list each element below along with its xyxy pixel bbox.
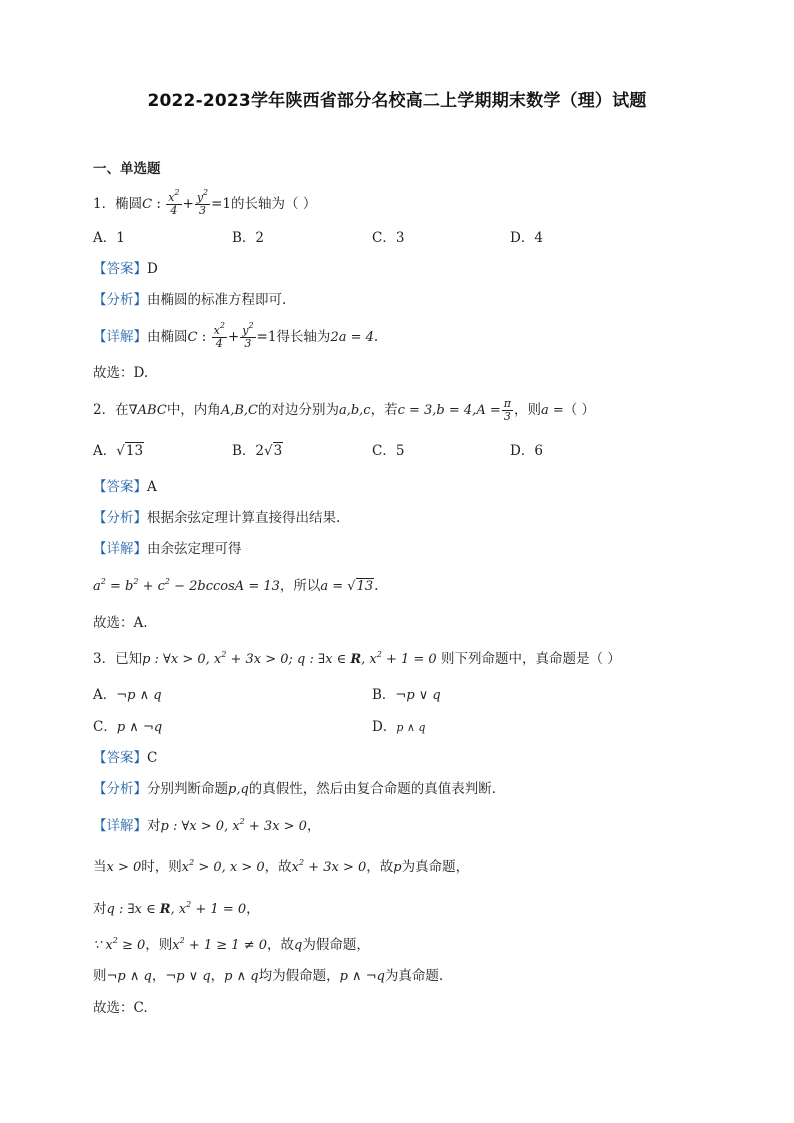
q3-d2-b: 时，则 [141, 859, 182, 875]
analysis-tag: 【分析】 [93, 292, 147, 308]
q2-detail [93, 540, 242, 558]
q3-d4-a: ，则 [145, 937, 173, 953]
q3-detail-line5: 则¬p ∧ q，¬p ∨ q，p ∧ q均为假命题，p ∧ ¬q为真命题. [93, 968, 444, 984]
q3-option-b-label: B． [372, 687, 396, 703]
q2-prefix: 2．在 [93, 402, 129, 418]
q1-option-c: C．3 [372, 230, 405, 246]
q2-option-c: C．5 [372, 443, 405, 459]
q3-option-a: A．¬p ∧ q [93, 687, 162, 703]
q1-option-b: B．2 [232, 230, 265, 246]
q1-option-a: A．1 [93, 230, 125, 246]
question-2: 2．在∇ABC中，内角A,B,C的对边分别为a,b,c，若c = 3,b = 4,A = $\frac{\pi}{3}$ ，则a =（ ） [93, 397, 596, 423]
q2-analysis [93, 509, 340, 527]
q3-suffix: 则下列命题中，真命题是（ ） [440, 651, 621, 667]
q3-conclusion: 故选：C. [93, 1000, 148, 1016]
q2-text4: ，则 [513, 402, 541, 418]
q1-detail-prefix: 由椭圆 [147, 329, 188, 345]
answer-tag: 【答案】 [93, 261, 147, 277]
q2-option-d: D．6 [510, 443, 543, 459]
q3-d5-a: 则 [93, 968, 107, 984]
q1-answer [93, 260, 158, 278]
q2-answer [93, 478, 157, 496]
q3-prefix: 3．已知 [93, 651, 143, 667]
q3-d2-e: 为真命题， [401, 859, 470, 875]
q2-option-b: B．2√3 [232, 443, 283, 459]
q1-option-d: D．4 [510, 230, 543, 246]
q3-d2-a: 当 [93, 859, 107, 875]
analysis-tag: 【分析】 [93, 510, 147, 526]
q2-formula-mid: ，所以 [279, 578, 321, 594]
q2-text3: ，若 [370, 402, 398, 418]
q1-prefix: 1．椭圆 [93, 196, 143, 212]
q2-analysis-text: 根据余弦定理计算直接得出结果. [147, 510, 341, 526]
q3-d4-c: 为假命题， [302, 937, 370, 953]
q3-d5-c: 为真命题. [384, 968, 444, 984]
q1-suffix: 的长轴为（ ） [231, 196, 317, 212]
q2-option-a-label: A． [93, 443, 117, 459]
q1-analysis-text: 由椭圆的标准方程即可. [147, 292, 287, 308]
q2-conclusion: 故选：A. [93, 615, 148, 631]
q3-detail-pre: 对 [147, 818, 161, 834]
q3-option-d: D．p ∧ q [372, 719, 426, 735]
answer-tag: 【答案】 [93, 479, 147, 495]
detail-tag: 【详解】 [93, 818, 147, 834]
page-title: 2022-2023学年陕西省部分名校高二上学期期末数学（理）试题 [147, 91, 647, 111]
answer-tag: 【答案】 [93, 750, 147, 766]
q3-detail-line2: 当x > 0时，则$x^2 > 0$, x > 0，故$x^2 + 3x > 0$，故p为真命题， [93, 858, 470, 875]
detail-tag: 【详解】 [93, 329, 147, 345]
q3-analysis: 【分析】分别判断命题p,q的真假性，然后由复合命题的真值表判断． [93, 781, 506, 797]
q3-d5-b: 均为假命题， [258, 968, 340, 984]
q2-option-b-label: B． [232, 443, 256, 459]
q3-d4-b: ，故 [267, 937, 295, 953]
q3-option-b: B．¬p ∨ q [372, 687, 441, 703]
section-heading: 一、单选题 [93, 161, 161, 177]
q1-detail-suffix: 得长轴为 [276, 329, 331, 345]
q3-answer-value: C [147, 750, 158, 766]
question-3: 3．已知p : ∀x > 0, $x^2 + 3x > 0$; q : ∃x ∈ R, $x^2 + 1 = 0$ 则下列命题中，真命题是（ ） [93, 650, 621, 667]
q3-analysis-post: 的真假性，然后由复合命题的真值表判断． [248, 781, 506, 797]
q2-option-a: A．√13 [93, 443, 144, 459]
q3-detail-line3: 对q : ∃x ∈ R, $x^2 + 1 = 0$， [93, 900, 260, 917]
q2-formula: $a^2 = b^2 + c^2 - 2bccosA = 13$，所以a = √13. [93, 577, 379, 594]
q2-suffix: （ ） [563, 402, 596, 418]
analysis-tag: 【分析】 [93, 781, 147, 797]
q3-option-a-label: A． [93, 687, 117, 703]
q3-answer [93, 749, 157, 767]
q3-detail-line4: ∵ $x^2 \ge 0$，则$x^2 + 1 \ge 1 \ne 0$，故q为假命题， [93, 936, 370, 953]
q1-detail-result: 2a = 4 [330, 330, 374, 345]
q1-analysis [93, 291, 286, 309]
q2-detail-text: 由余弦定理可得 [147, 541, 242, 557]
q1-answer-value: D [147, 261, 158, 277]
q1-detail: 【详解】由椭圆C : $\frac{x^2}{4}$ + $\frac{y^2}{3}$ =1得长轴为2a = 4. [93, 321, 379, 350]
q3-option-c: C．p ∧ ¬q [93, 719, 163, 735]
q2-text2: 的对边分别为 [257, 402, 339, 418]
q3-option-d-label: D． [372, 719, 397, 735]
q2-text1: 中，内角 [166, 402, 221, 418]
q2-answer-value: A [147, 479, 157, 495]
detail-tag: 【详解】 [93, 541, 147, 557]
q3-analysis-pre: 分别判断命题 [147, 781, 228, 797]
q3-option-c-label: C． [93, 719, 117, 735]
question-1: 1．椭圆C : $\frac{x^2}{4}$ + $\frac{y^2}{3}$ =1的长轴为（ ） [93, 188, 317, 217]
q1-conclusion: 故选：D. [93, 365, 149, 381]
q3-detail: 【详解】对p : ∀x > 0, $x^2 + 3x > 0$， [93, 817, 321, 834]
q3-d3-pre: 对 [93, 901, 107, 917]
q3-d2-d: ，故 [366, 859, 394, 875]
q3-d2-c: ，故 [264, 859, 292, 875]
